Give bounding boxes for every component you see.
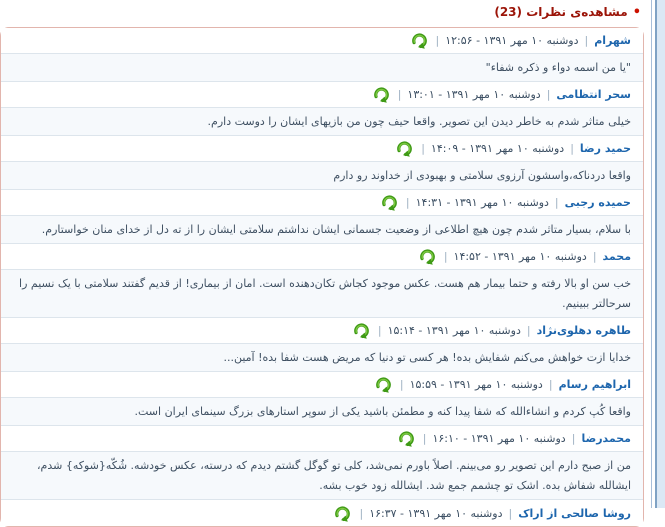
separator: | (546, 88, 551, 101)
separator: | (397, 88, 402, 101)
commenter-name-link[interactable]: شهرام (594, 34, 631, 47)
reply-arrow-icon[interactable] (334, 505, 351, 522)
commenter-name-link[interactable]: حمیده رجبی (564, 196, 631, 209)
separator: | (570, 142, 574, 155)
comment-text: واقعا کُپ کردم و انشاءالله که شفا پیدا کنه و مطمئن باشید یکی از سوپر استارهای بزرگ سینمای ایران است. (1, 398, 643, 426)
column-border-outer (655, 0, 657, 508)
reply-arrow-icon[interactable] (381, 194, 398, 211)
comment-meta (1, 82, 643, 108)
comment-date: دوشنبه ۱۰ مهر ۱۳۹۱ - ۱۵:۵۹ (409, 378, 543, 391)
comment-text: خیلی متاثر شدم به خاطر دیدن این تصویر. واقعا حیف چون من بازیهای ایشان را دوست دارم. (1, 108, 643, 136)
comment-date: دوشنبه ۱۰ مهر ۱۳۹۱ - ۱۶:۳۷ (369, 506, 503, 520)
separator: | (421, 142, 425, 155)
separator: | (359, 506, 364, 520)
comment-date: دوشنبه ۱۰ مهر ۱۳۹۱ - ۱۵:۱۴ (387, 324, 521, 337)
comments-box (0, 27, 644, 527)
separator: | (508, 506, 513, 520)
comment-meta (1, 190, 643, 216)
comment-text: واقعا دردناکه،واسشون آرزوی سلامتی و بهبودی از خداوند رو دارم (1, 162, 643, 190)
separator: | (422, 432, 427, 445)
commenter-name-link[interactable]: محمد (602, 250, 631, 263)
reply-arrow-icon[interactable] (375, 376, 392, 393)
comment-date: دوشنبه ۱۰ مهر ۱۳۹۱ - ۱۶:۱۰ (432, 432, 566, 445)
reply-arrow-icon[interactable] (411, 32, 428, 49)
comment-text: با سلام، بسیار متاثر شدم چون هیچ اطلاعی از وضعیت جسمانی ایشان نداشتم سلامتی ایشان را از ته دل از خدای منان خواستارم. (1, 216, 643, 244)
separator: | (526, 324, 531, 337)
separator: | (554, 196, 559, 209)
commenter-name-link[interactable]: ابراهیم رسام (558, 378, 631, 391)
comment-meta (1, 244, 643, 270)
comment-meta (1, 500, 643, 526)
comment-date: دوشنبه ۱۰ مهر ۱۳۹۱ - ۱۴:۰۹ (430, 142, 565, 155)
comment-meta (1, 426, 643, 452)
commenter-name-link[interactable]: محمدرضا (581, 432, 631, 445)
separator: | (592, 250, 597, 263)
comments-count-title: مشاهده‌ی نظرات (23) (494, 5, 628, 19)
reply-arrow-icon[interactable] (396, 140, 413, 157)
comment-meta (1, 136, 643, 162)
separator: | (399, 378, 404, 391)
comment-text: خدایا ازت خواهش می‌کنم شفایش بده! هر کسی تو دنیا که مریض هست شفا بده! آمین... (1, 344, 643, 372)
separator: | (571, 432, 576, 445)
comment-date: دوشنبه ۱۰ مهر ۱۳۹۱ - ۱۳:۰۱ (407, 88, 541, 101)
comment-text: "یا من اسمه دواء و ذکره شفاء" (1, 54, 643, 82)
commenter-name-link[interactable]: روشا صالحی از اراک (518, 506, 631, 520)
comment-date: دوشنبه ۱۰ مهر ۱۳۹۱ - ۱۴:۵۲ (453, 250, 587, 263)
reply-arrow-icon[interactable] (353, 322, 370, 339)
reply-arrow-icon[interactable] (398, 430, 415, 447)
column-border-inner (651, 0, 652, 508)
comment-text: خب سن او بالا رفته و حتما بیمار هم هست. عکس موجود کجاش تکان‌دهنده است. امان از بیماری! از قدیم گفتند سلامتی با یک نسیم را سرحالتر ببینیم. (1, 270, 643, 318)
comment-meta (1, 318, 643, 344)
comments-header (494, 5, 641, 19)
separator: | (405, 196, 410, 209)
commenter-name-link[interactable]: حمید رضا (579, 142, 631, 155)
comment-meta (1, 28, 643, 54)
commenter-name-link[interactable]: طاهره دهلوی‌نژاد (536, 324, 631, 337)
separator: | (377, 324, 382, 337)
reply-arrow-icon[interactable] (373, 86, 390, 103)
separator: | (435, 34, 440, 47)
commenter-name-link[interactable]: سحر انتظامی (556, 88, 631, 101)
comment-text: من از صبح دارم این تصویر رو می‌بینم. اصلاً باورم نمی‌شد، کلی تو گوگل گشتم دیدم که درسته، عکس خودشه. شُکّه{شوکه} شدم، ایشالله شفاش بده. اشک تو چشمم جمع شد. ایشالله زود خوب بشه. (1, 452, 643, 500)
comment-meta (1, 372, 643, 398)
comment-date: دوشنبه ۱۰ مهر ۱۳۹۱ - ۱۴:۳۱ (415, 196, 549, 209)
separator: | (584, 34, 589, 47)
comment-date: دوشنبه ۱۰ مهر ۱۳۹۱ - ۱۲:۵۶ (445, 34, 579, 47)
separator: | (548, 378, 553, 391)
reply-arrow-icon[interactable] (419, 248, 436, 265)
bullet-icon: • (632, 4, 641, 20)
separator: | (443, 250, 448, 263)
page-right-strip (657, 0, 665, 508)
